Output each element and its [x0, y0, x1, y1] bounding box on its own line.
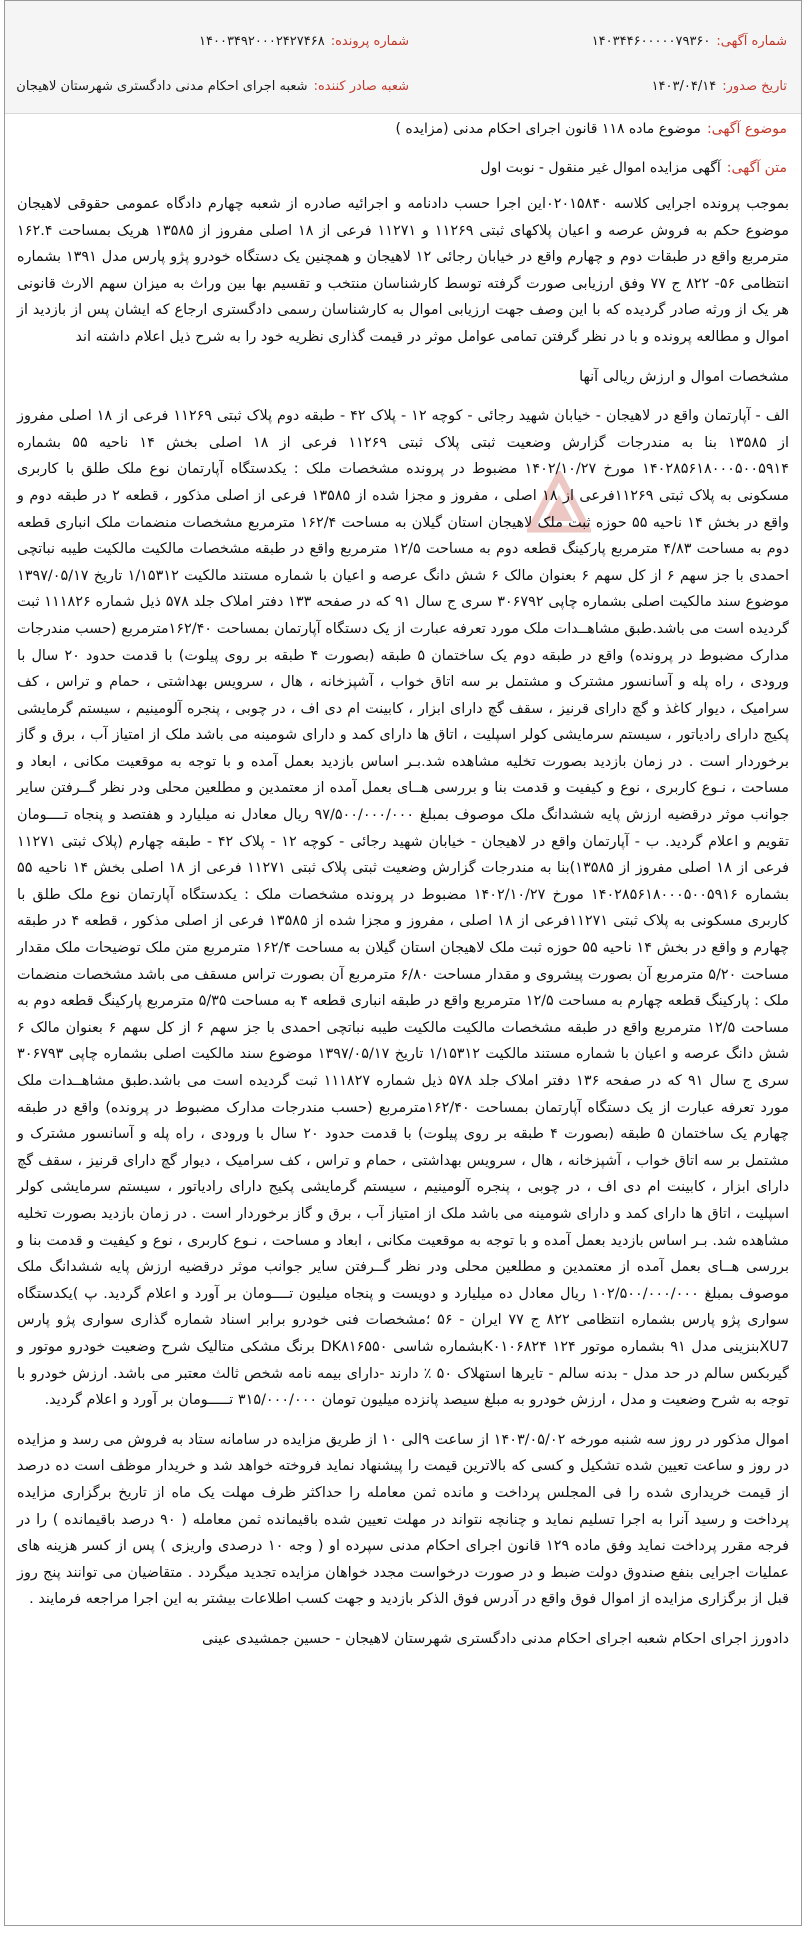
file-number-label: شماره پرونده: — [330, 34, 409, 49]
notice-page — [4, 0, 802, 1926]
specs-heading: مشخصات اموال و ارزش ریالی آنها — [579, 368, 789, 385]
file-number-value: ۱۴۰۰۳۴۹۲۰۰۰۲۴۲۷۴۶۸ — [199, 34, 325, 49]
issue-date — [652, 78, 787, 96]
ad-text-value: آگهی مزایده اموال غیر منقول - نوبت اول — [480, 160, 721, 176]
ad-text-label: متن آگهی: — [726, 160, 787, 176]
notice-header — [5, 1, 801, 114]
ad-number-value: ۱۴۰۳۴۴۶۰۰۰۰۰۷۹۳۶۰ — [591, 34, 711, 49]
ad-number — [592, 33, 787, 51]
file-number — [199, 33, 409, 51]
issuer — [16, 78, 409, 96]
issue-date-label: تاریخ صدور: — [722, 79, 787, 94]
subject-value: موضوع ماده ۱۱۸ قانون اجرای احکام مدنی (مزایده ) — [395, 121, 701, 137]
property-items-paragraph: الف - آپارتمان واقع در لاهیجان - خیابان شهید رجائی - کوچه ۱۲ - پلاک ۴۲ - طبقه دوم پلاک ثبتی ۱۱۲۶۹ فرعی از ۱۸ اصلی مفروز از ۱۳۵۸۵ بنا به مندرجات گزارش وضعیت ثبتی پلاک ثبتی ۱۱۲۶۹ فرعی از ۱۸ اصلی بخش ۱۴ ناحیه ۵۵ بشماره ۱۴۰۲۸۵۶۱۸۰۰۰۵۰۰۵۹۱۴ مورخ ۱۴۰۲/۱۰/۲۷ مضبوط در پرونده مشخصات ملک : یکدستگاه آپارتمان نوع ملک طلق با کاربری مسکونی به پلاک ثبتی ۱۱۲۶۹فرعی از ۱۸ اصلی ، مفروز و مجزا شده از ۱۳۵۸۵ فرعی از اصلی مذکور ، قطعه ۲ در طبقه دوم و واقع در بخش ۱۴ ناحیه ۵۵ حوزه ثبت ملک لاهیجان استان گیلان به مساحت ۱۶۲/۴ مترمربع مشخصات منضمات ملک انباری قطعه دوم به مساحت ۴/۸۳ مترمربع پارکینگ قطعه دوم به مساحت ۱۲/۵ مترمربع واقع در طبقه مشخصات مالکیت مالکیت طیبه نباتچی احمدی با جز سهم ۶ از کل سهم ۶ بعنوان مالک ۶ شش دانگ عرصه و اعیان با شماره مستند مالکیت ۱/۱۵۳۱۲ تاریخ ۱۳۹۷/۰۵/۱۷ موضوع سند مالکیت اصلی بشماره چاپی ۳۰۶۷۹۲ سری ج سال ۹۱ که در صفحه ۱۳۳ دفتر املاک جلد ۵۷۸ ذیل شماره ۱۱۱۸۲۶ ثبت گردیده است می باشد.طبق مشاهــدات ملک مورد تعرفه عبارت از یک دستگاه آپارتمان بمساحت ۱۶۲/۴۰مترمربع (حسب مندرجات مدارک مضبوط در پرونده) واقع در طبقه دوم یک ساختمان ۵ طبقه (بصورت ۴ طبقه بر روی پیلوت) با قدمت حدود ۲۰ سال با ورودی ، راه پله و آسانسور مشترک و مشتمل بر سه اتاق خواب ، آشپزخانه ، هال ، سرویس بهداشتی ، حمام و تراس ، کف سرامیک ، دیوار کاغذ و گچ دارای قرنیز ، سقف گچ دارای ابزار ، کابینت ام دی اف ، در چوبی ، پنجره آلومینیم ، سیستم گرمایشی پکیج دارای رادیاتور ، سیستم سرمایشی کولر اسپلیت ، اتاق ها دارای کمد و دارای شومینه می باشد ملک از امتیاز آب ، برق و گاز برخوردار است . در زمان بازدید بصورت تخلیه مشاهده شد.بـر اساس بازدید بعمل آمده و با توجه به موقعیت مکانی ، ابعاد و مساحت ، نـوع کاربری ، نوع و کیفیت و قدمت بنا و بررسی هــای بعمل آمده از معتمدین و مطلعین محلی ودر نظر گــرفتن سایر جوانب موثر درقضیه ارزش پایه ششدانگ ملک موصوف بمبلغ ۹۷/۵۰۰/۰۰۰/۰۰۰ ریال معادل نه میلیارد و هفتصد و پنجاه تــــومان تقویم و اعلام گردید. ب - آپارتمان واقع در لاهیجان - خیابان شهید رجائی - کوچه ۱۲ - پلاک ۴۲ - طبقه چهارم (پلاک ثبتی ۱۱۲۷۱ فرعی از ۱۸ اصلی مفروز از ۱۳۵۸۵)بنا به مندرجات گزارش وضعیت ثبتی پلاک ثبتی ۱۱۲۷۱ فرعی از ۱۸ اصلی بخش ۱۴ ناحیه ۵۵ بشماره ۱۴۰۲۸۵۶۱۸۰۰۰۵۰۰۵۹۱۶ مورخ ۱۴۰۲/۱۰/۲۷ مضبوط در پرونده مشخصات ملک : یکدستگاه آپارتمان نوع ملک طلق با کاربری مسکونی به پلاک ثبتی ۱۱۲۷۱فرعی از ۱۸ اصلی ، مفروز و مجزا شده از ۱۳۵۸۵ فرعی از اصلی مذکور ، قطعه ۴ در طبقه چهارم و واقع در بخش ۱۴ ناحیه ۵۵ حوزه ثبت ملک لاهیجان استان گیلان به مساحت ۱۶۲/۴ مترمربع متن ملک توضیحات ملک مقدار مساحت ۵/۲۰ مترمربع آن بصورت پیشروی و مقدار مساحت ۶/۸۰ مترمربع آن بصورت تراس مسقف می باشد مشخصات منضمات ملک : پارکینگ قطعه چهارم به مساحت ۱۲/۵ مترمربع واقع در طبقه انباری قطعه ۴ به مساحت ۵/۳۵ مترمربع پارکینگ قطعه دوم به مساحت ۱۲/۵ مترمربع واقع در طبقه مشخصات مالکیت مالکیت طیبه نباتچی احمدی با جز سهم ۶ از کل سهم ۶ بعنوان مالک ۶ شش دانگ عرصه و اعیان با شماره مستند مالکیت ۱/۱۵۳۱۲ تاریخ ۱۳۹۷/۰۵/۱۷ موضوع سند مالکیت اصلی بشماره چاپی ۳۰۶۷۹۳ سری ج سال ۹۱ که در صفحه ۱۳۶ دفتر املاک جلد ۵۷۸ ذیل شماره ۱۱۱۸۲۷ ثبت گردیده است می باشد.طبق مشاهــدات ملک مورد تعرفه عبارت از یک دستگاه آپارتمان بمساحت ۱۶۲/۴۰مترمربع (حسب مندرجات مدارک مضبوط در پرونده) واقع در طبقه چهارم یک ساختمان ۵ طبقه (بصورت ۴ طبقه بر روی پیلوت) با قدمت حدود ۲۰ سال با ورودی ، راه پله و آسانسور مشترک و مشتمل بر سه اتاق خواب ، آشپزخانه ، هال ، سرویس بهداشتی ، حمام و تراس ، کف سرامیک ، دیوار گچ دارای قرنیز ، سقف گچ دارای ابزار ، کابینت ام دی اف ، در چوبی ، پنجره آلومینیم ، سیستم گرمایشی پکیج دارای رادیاتور ، سیستم سرمایشی کولر اسپلیت ، اتاق ها دارای کمد و دارای شومینه می باشد ملک از امتیاز آب ، برق و گاز برخوردار است . در زمان بازدید بصورت تخلیه مشاهده شد. بـر اساس بازدید بعمل آمده و با توجه به موقعیت مکانی ، ابعاد و مساحت ، نـوع کاربری ، نوع و کیفیت و قدمت بنا و بررسی هــای بعمل آمده از معتمدین و مطلعین محلی ودر نظر گــرفتن سایر جوانب موثر درقضیه ارزش پایه ششدانگ ملک موصوف بمبلغ ۱۰۲/۵۰۰/۰۰۰/۰۰۰ ریال معادل ده میلیارد و دویست و پنجاه میلیون تــــومان بر آورد و اعلام گردید. پ )یکدستگاه سواری پژو پارس بشماره انتظامی ۸۲۲ ج ۷۷ ایران - ۵۶ ؛مشخصات فنی خودرو برابر اسناد شماره گذاری سواری پژو پارس XU7بنزینی مدل ۹۱ بشماره موتور ۱۲۴ K۰۱۰۶۸۲۴بشماره شاسی DK۸۱۶۵۵۰ برنگ مشکی متالیک شرح وضعیت خودرو موتور و گیربکس سالم در حد مدل - بدنه سالم - تایرها استهلاک ۵۰ ٪ دارند -دارای بیمه نامه شخص ثالث معتبر می باشد. ارزش خودرو با توجه به شرح وضعیت و مدل ، ارزش خودرو به مبلغ سیصد پانزده میلیون تومان ۳۱۵/۰۰۰/۰۰۰ تـــــومان بر آورد و اعلام گردید. — [17, 408, 790, 1409]
auction-terms-paragraph: اموال مذکور در روز سه شنبه مورخه ۱۴۰۳/۰۵/۰۲ از ساعت ۹الی ۱۰ از طریق مزایده در سامانه ستاد به فروش می رسد و مزایده در روز و ساعت تعیین شده تشکیل و کسی که بالاترین قیمت را پیشنهاد نماید فروخته خواهد شد و خریدار موظف است ده درصد از قیمت خریداری شده را فی المجلس پرداخت و مانده ثمن معامله را حداکثر ظرف مهلت یک ماه از تاریخ برگزاری مزایده پرداخت و رسید آنرا به اجرا تسلیم نماید و چنانچه نتواند در مهلت تعیین شده باقیمانده ثمن معامله ( ۹۰ درصد باقیمانده ) را در فرجه مقرر پرداخت نماید وفق ماده ۱۲۹ قانون اجرای احکام مدنی سپرده او ( وجه ۱۰ درصدی واریزی ) پس از کسر هزینه های عملیات اجرایی بنفع صندوق دولت ضبط و در صورت درخواست مجدد خواهان مزایده تجدید میگردد . متقاضیان می توانند پنج روز قبل از برگزاری مزایده از اموال فوق واقع در آدرس فوق الذکر بازدید و جهت کسب اطلاعات بیشتر به این اجرا مراجعه فرمایند . — [17, 1431, 789, 1608]
subject-label: موضوع آگهی: — [706, 121, 787, 137]
notice-body — [17, 191, 789, 1652]
ad-text-line — [480, 158, 787, 178]
issuer-label: شعبه صادر کننده: — [313, 79, 409, 94]
ad-number-label: شماره آگهی: — [716, 34, 787, 49]
signature-line: دادورز اجرای احکام شعبه اجرای احکام مدنی دادگستری شهرستان لاهیجان - حسین جمشیدی عینی — [201, 1630, 789, 1647]
issuer-value: شعبه اجرای احکام مدنی دادگستری شهرستان لاهیجان — [16, 79, 308, 94]
subject-line — [395, 119, 787, 139]
intro-paragraph: بموجب پرونده اجرایی کلاسه ۰۲۰۱۵۸۴۰این اجرا حسب دادنامه و اجرائیه صادره از شعبه چهارم دادگاه عمومی حقوقی لاهیجان موضوع حکم به فروش عرصه و اعیان پلاکهای ثبتی ۱۱۲۶۹ و ۱۱۲۷۱ فرعی از ۱۸ اصلی مفروز از ۱۳۵۸۵ هریک بمساحت ۱۶۲.۴ مترمربع واقع در طبقات دوم و چهارم واقع در خیابان رجائی ۱۲ لاهیجان و همچنین یک دستگاه خودرو پژو پارس مدل ۱۳۹۱ بشماره انتظامی ۵۶- ۸۲۲ ج ۷۷ وفق ارزیابی صورت گرفته توسط کارشناسان منتخب و تقسیم بها بین وراث به میزان سهم الارث قانونی هر یک از ورثه صادر گردیده که با این وصف جهت ارزیابی اموال به کارشناسان رسمی دادگستری ارجاع که ایشان پس از بازدید از اموال و مطالعه پرونده و با در نظر گرفتن تمامی عوامل موثر در قیمت گذاری نظریه خود را به شرح ذیل اعلام داشته اند — [17, 196, 789, 345]
issue-date-value: ۱۴۰۳/۰۴/۱۴ — [651, 79, 717, 94]
